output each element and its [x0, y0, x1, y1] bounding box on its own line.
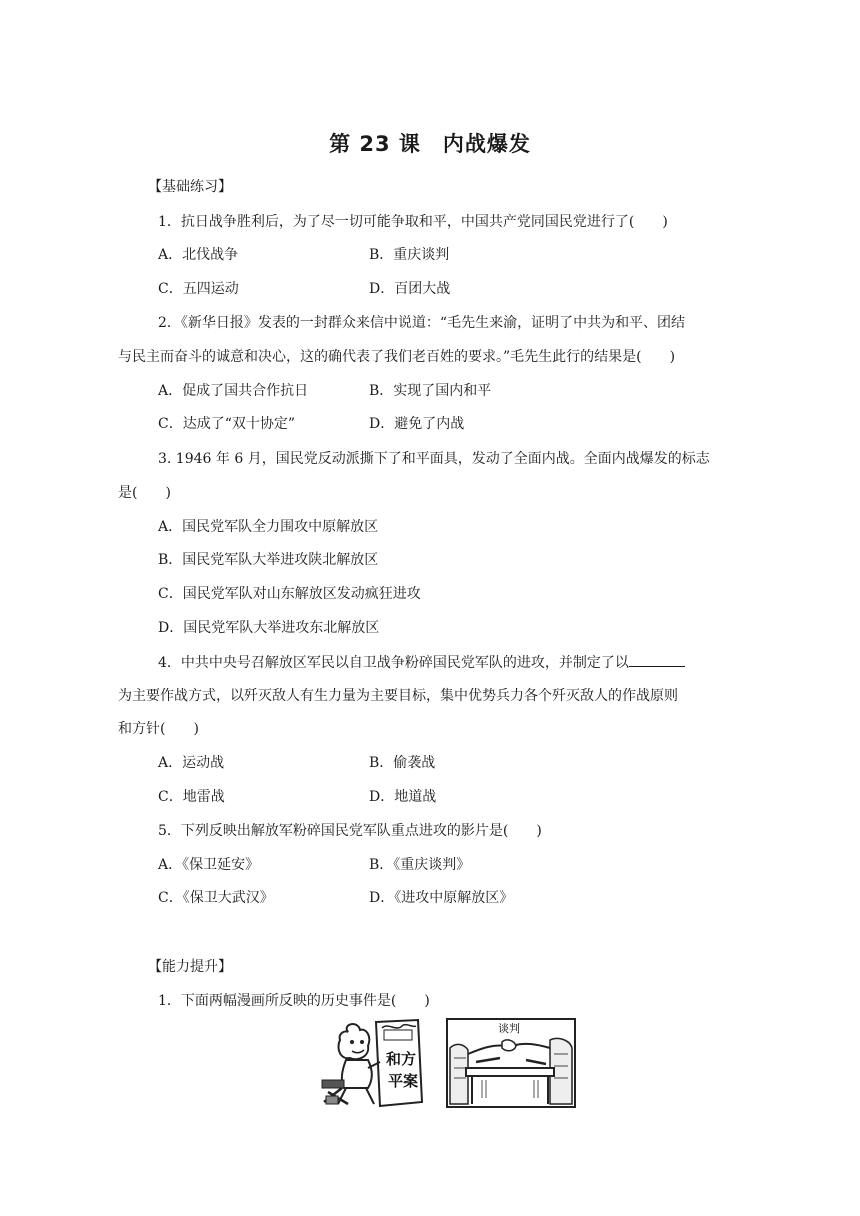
- question-4-option-b: B．偷袭战: [369, 755, 436, 771]
- cartoon-negotiation-image: [446, 1018, 576, 1108]
- question-2-option-b: B．实现了国内和平: [369, 383, 492, 399]
- question-2-stem-line1: 2．《新华日报》发表的一封群众来信中说道：“毛先生来渝，证明了中共为和平、团结: [158, 315, 686, 331]
- question-1-option-b: B．重庆谈判: [369, 247, 450, 263]
- question-3-stem-line1: 3. 1946 年 6 月，国民党反动派撕下了和平面具，发动了全面内战。全面内战爆发的标志: [158, 451, 710, 467]
- question-2-option-c: C．达成了“双十协定”: [158, 416, 296, 432]
- question-1-option-a: A．北伐战争: [158, 247, 239, 263]
- question-3-option-a: A．国民党军队全力围攻中原解放区: [158, 519, 379, 535]
- question-2-option-d: D．避免了内战: [369, 416, 465, 432]
- answer-blank: [629, 652, 685, 667]
- question-3-option-c: C．国民党军队对山东解放区发动疯狂进攻: [158, 586, 421, 602]
- question-3-option-b: B．国民党军队大举进攻陕北解放区: [158, 552, 379, 568]
- question-5-option-a: A．《保卫延安》: [158, 857, 260, 873]
- question-1-option-c: C．五四运动: [158, 281, 239, 297]
- question-1-stem: 1．抗日战争胜利后，为了尽一切可能争取和平，中国共产党同国民党进行了( ): [158, 214, 668, 230]
- question-4-option-d: D．地道战: [369, 789, 437, 805]
- cartoon-caption-text: 谈判: [498, 1022, 520, 1035]
- page-title: 第 23 课 内战爆发: [329, 132, 531, 156]
- section-heading-basic: 【基础练习】: [148, 179, 232, 195]
- question-3-stem-line2: 是( ): [118, 485, 171, 501]
- question-3-option-d: D．国民党军队大举进攻东北解放区: [158, 620, 380, 636]
- question-5-option-c: C．《保卫大武汉》: [158, 890, 274, 906]
- question-1-option-d: D．百团大战: [369, 281, 451, 297]
- cartoon-sign-text-top: 和方: [386, 1050, 417, 1068]
- question-5-stem: 5．下列反映出解放军粉碎国民党军队重点进攻的影片是( ): [158, 823, 542, 839]
- question-2-option-a: A．促成了国共合作抗日: [158, 383, 309, 399]
- question-5-option-d: D．《进攻中原解放区》: [369, 890, 514, 906]
- question-5-option-b: B．《重庆谈判》: [369, 857, 471, 873]
- section-heading-advanced: 【能力提升】: [148, 959, 232, 975]
- question-4-option-a: A．运动战: [158, 755, 225, 771]
- cartoon-peace-sign-image: [318, 1018, 424, 1108]
- question-4-stem-line1: [158, 652, 685, 673]
- cartoon-sign-text-bottom: 平案: [388, 1072, 419, 1090]
- question-4-stem-line3: 和方针( ): [118, 721, 199, 737]
- question-4-stem-text: 4．中共中央号召解放区军民以自卫战争粉碎国民党军队的进攻，并制定了以: [158, 655, 629, 671]
- practice-1-stem: 1．下面两幅漫画所反映的历史事件是( ): [158, 993, 430, 1009]
- question-4-option-c: C．地雷战: [158, 789, 225, 805]
- question-2-stem-line2: 与民主而奋斗的诚意和决心，这的确代表了我们老百姓的要求。”毛先生此行的结果是( ): [118, 349, 676, 365]
- question-4-stem-line2: 为主要作战方式，以歼灭敌人有生力量为主要目标，集中优势兵力各个歼灭敌人的作战原则: [118, 688, 678, 704]
